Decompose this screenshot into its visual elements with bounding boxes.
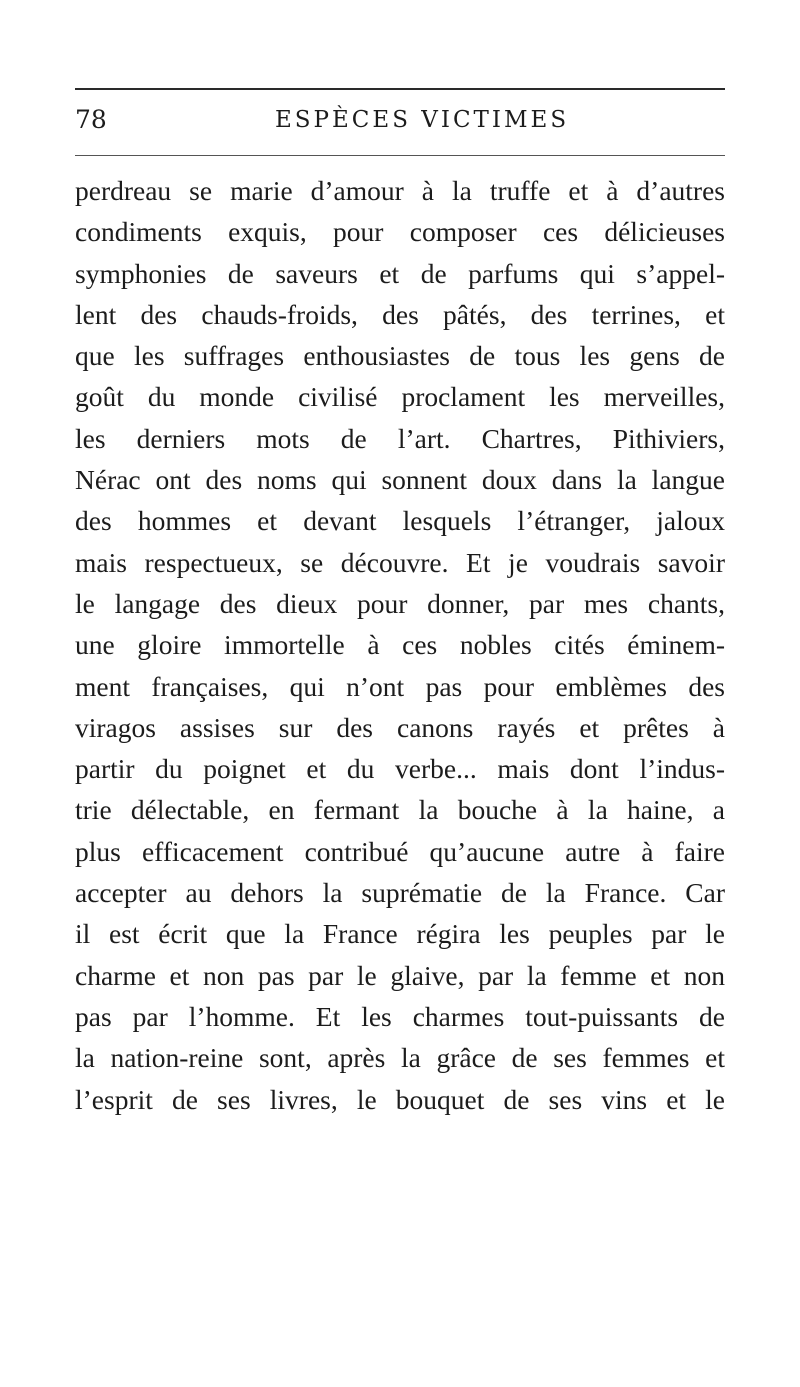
header-top-rule bbox=[75, 88, 725, 90]
text-line: trie délectable, en fermant la bouche à la haine, a bbox=[75, 794, 725, 826]
running-title: ESPÈCES VICTIMES bbox=[275, 107, 570, 133]
text-line: plus efficacement contribué qu’aucune autre à faire bbox=[75, 835, 725, 867]
text-line: lent des chauds-froids, des pâtés, des terrines, et bbox=[75, 298, 725, 330]
text-line: une gloire immortelle à ces nobles cités éminem- bbox=[75, 629, 725, 661]
text-line: il est écrit que la France régira les peuples par le bbox=[75, 918, 725, 950]
text-line: que les suffrages enthousiastes de tous les gens de bbox=[75, 340, 725, 372]
text-line: l’esprit de ses livres, le bouquet de ses vins et le bbox=[75, 1083, 725, 1115]
text-line: ment françaises, qui n’ont pas pour emblèmes des bbox=[75, 670, 725, 702]
text-line: la nation-reine sont, après la grâce de ses femmes et bbox=[75, 1042, 725, 1074]
text-line: les derniers mots de l’art. Chartres, Pithiviers, bbox=[75, 422, 725, 454]
text-line: perdreau se marie d’amour à la truffe et à d’autres bbox=[75, 175, 725, 206]
text-line: le langage des dieux pour donner, par mes chants, bbox=[75, 587, 725, 619]
text-line: des hommes et devant lesquels l’étranger, jaloux bbox=[75, 505, 725, 537]
text-line: goût du monde civilisé proclament les merveilles, bbox=[75, 381, 725, 413]
text-line: pas par l’homme. Et les charmes tout-puissants de bbox=[75, 1000, 725, 1032]
text-line: viragos assises sur des canons rayés et prêtes à bbox=[75, 711, 725, 743]
page-number: 78 bbox=[75, 105, 107, 134]
text-line: mais respectueux, se découvre. Et je voudrais savoir bbox=[75, 546, 725, 578]
text-line: charme et non pas par le glaive, par la femme et non bbox=[75, 959, 725, 991]
page-header bbox=[75, 100, 725, 140]
text-line: partir du poignet et du verbe... mais dont l’indus- bbox=[75, 753, 725, 785]
header-bottom-rule bbox=[75, 155, 725, 156]
text-line: symphonies de saveurs et de parfums qui s’appel- bbox=[75, 257, 725, 289]
text-line: accepter au dehors la suprématie de la France. Car bbox=[75, 877, 725, 909]
text-line: condiments exquis, pour composer ces délicieuses bbox=[75, 216, 725, 248]
text-line: Nérac ont des noms qui sonnent doux dans la langue bbox=[75, 464, 725, 496]
body-text bbox=[75, 170, 725, 1120]
